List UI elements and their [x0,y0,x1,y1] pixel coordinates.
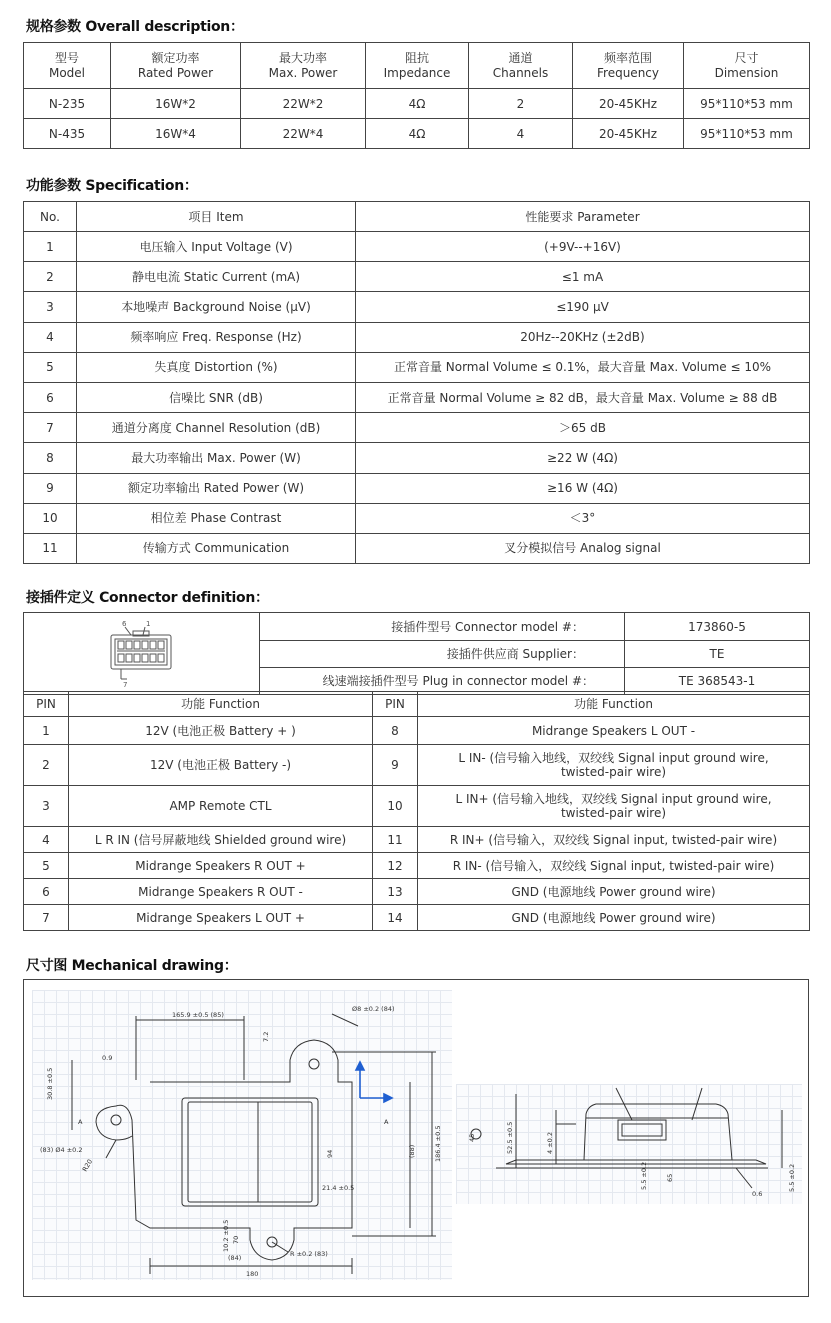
pin-number: 6 [24,879,69,905]
spec-item: 信噪比 SNR (dB) [77,382,356,412]
table-row [24,473,810,503]
overall-cell: 2 [469,89,573,119]
connector-model-value: 173860-5 [625,613,810,641]
spec-item: 传输方式 Communication [77,533,356,563]
top-view-svg [32,990,452,1280]
connector-label-6: 6 [121,620,126,628]
pin-function: GND (电源地线 Power ground wire) [418,879,810,905]
function-header-left: 功能 Function [69,692,373,717]
spec-no: 4 [24,322,77,352]
pin-header-left: PIN [24,692,69,717]
spec-param: ≥22 W (4Ω) [356,443,810,473]
overall-cell: 16W*2 [111,89,241,119]
spec-header-parameter: 性能要求 Parameter [356,202,810,232]
dim-label: 180 [246,1270,259,1278]
overall-cell: 4 [469,119,573,149]
overall-cell: 22W*4 [241,119,366,149]
overall-header-channels: 通道 Channels [469,43,573,89]
pin-function: Midrange Speakers L OUT + [69,905,373,931]
pin-number: 11 [373,827,418,853]
spec-item: 失真度 Distortion (%) [77,352,356,382]
overall-header-impedance: 阻抗 Impedance [366,43,469,89]
spec-section-title: 功能参数 Specification： [26,178,198,194]
spec-no: 10 [24,503,77,533]
connector-section-title: 接插件定义 Connector definition： [26,590,269,606]
spec-no: 3 [24,292,77,322]
spec-item: 本地噪声 Background Noise (μV) [77,292,356,322]
pin-function: R IN- (信号输入，双绞线 Signal input, twisted-pair wire) [418,853,810,879]
spec-param: (+9V--+16V) [356,232,810,262]
pin-number: 1 [24,717,69,745]
dim-label: 30.8 ±0.5 [46,1067,54,1100]
dim-label: Ø8 ±0.2 (84) [352,1005,395,1013]
pin-function: Midrange Speakers R OUT - [69,879,373,905]
overall-cell: 4Ω [366,119,469,149]
overall-header-model: 型号 Model [24,43,111,89]
dim-label: 45 [468,1133,476,1142]
spec-param: ＜3° [356,503,810,533]
table-row [24,443,810,473]
dim-label: 21.4 ±0.5 [322,1184,355,1192]
spec-no: 7 [24,413,77,443]
spec-param: 正常音量 Normal Volume ≥ 82 dB，最大音量 Max. Volume ≥ 88 dB [356,382,810,412]
pin-number: 8 [373,717,418,745]
pin-function: Midrange Speakers L OUT - [418,717,810,745]
overall-cell: 95*110*53 mm [684,119,810,149]
overall-table [23,42,810,149]
pin-number: 12 [373,853,418,879]
pin-number: 13 [373,879,418,905]
pin-function: Midrange Speakers R OUT + [69,853,373,879]
dim-label: 7.2 [262,1031,270,1042]
table-row [24,853,810,879]
pin-table [23,691,810,931]
table-row [24,292,810,322]
pin-function: R IN+ (信号输入，双绞线 Signal input, twisted-pair wire) [418,827,810,853]
spec-item: 静电电流 Static Current (mA) [77,262,356,292]
spec-item: 电压输入 Input Voltage (V) [77,232,356,262]
spec-item: 额定功率输出 Rated Power (W) [77,473,356,503]
connector-model-label: 接插件型号 Connector model #： [260,613,625,641]
pin-number: 2 [24,745,69,786]
pin-number: 14 [373,905,418,931]
dim-label: (88) [408,1144,416,1158]
pin-header-row [24,692,810,717]
dim-label: 65 [666,1173,674,1182]
overall-cell: 16W*4 [111,119,241,149]
table-row [24,413,810,443]
table-row [24,613,810,641]
dim-label: R ±0.2 (83) [290,1250,328,1258]
dim-label: 52.5 ±0.5 [506,1121,514,1154]
spec-no: 6 [24,382,77,412]
pin-number: 9 [373,745,418,786]
overall-cell: N-235 [24,89,111,119]
connector-info-table [23,612,810,695]
overall-cell: 20-45KHz [573,89,684,119]
overall-cell: 22W*2 [241,89,366,119]
connector-label-7: 7 [122,681,127,689]
overall-header-dimension: 尺寸 Dimension [684,43,810,89]
pin-function: 12V (电池正极 Battery -) [69,745,373,786]
spec-no: 8 [24,443,77,473]
dim-label: 94 [326,1149,334,1158]
pin-number: 10 [373,786,418,827]
overall-header-row [24,43,810,89]
plug-model-label: 线速端接插件型号 Plug in connector model #： [260,668,625,695]
table-row [24,879,810,905]
pin-number: 7 [24,905,69,931]
overall-cell: 95*110*53 mm [684,89,810,119]
dim-label: (84) [228,1254,242,1262]
table-row [24,905,810,931]
spec-no: 9 [24,473,77,503]
pin-function: L IN- (信号输入地线，双绞线 Signal input ground wire, twisted-pair wire) [418,745,810,786]
spec-param: 正常音量 Normal Volume ≤ 0.1%，最大音量 Max. Volume ≤ 10% [356,352,810,382]
mechanical-drawing-box [23,979,809,1297]
spec-no: 2 [24,262,77,292]
connector-label-1: 1 [145,620,150,628]
overall-cell: N-435 [24,119,111,149]
pin-number: 4 [24,827,69,853]
table-row [24,745,810,786]
dim-label: R20 [80,1157,95,1173]
spec-param: 叉分模拟信号 Analog signal [356,533,810,563]
connector-supplier-label: 接插件供应商 Supplier： [260,641,625,668]
table-row [24,262,810,292]
spec-param: ≤190 μV [356,292,810,322]
table-row [24,232,810,262]
overall-cell: 20-45KHz [573,119,684,149]
table-row [24,717,810,745]
table-row [24,786,810,827]
table-row [24,119,810,149]
section-mark: A [384,1118,389,1126]
dim-label: 0.6 [752,1190,763,1198]
section-mark: A [78,1118,83,1126]
overall-cell: 4Ω [366,89,469,119]
spec-item: 通道分离度 Channel Resolution (dB) [77,413,356,443]
overall-section-title: 规格参数 Overall description： [26,19,244,35]
spec-item: 最大功率输出 Max. Power (W) [77,443,356,473]
pin-function: AMP Remote CTL [69,786,373,827]
table-row [24,503,810,533]
table-row [24,322,810,352]
spec-header-no: No. [24,202,77,232]
spec-header-row [24,202,810,232]
connector-diagram [25,613,259,691]
pin-function: L IN+ (信号输入地线，双绞线 Signal input ground wire, twisted-pair wire) [418,786,810,827]
dim-label: 165.9 ±0.5 (85) [172,1011,224,1019]
spec-param: ≤1 mA [356,262,810,292]
plug-model-value: TE 368543-1 [625,668,810,695]
connector-diagram-cell [24,613,260,695]
spec-param: ＞65 dB [356,413,810,443]
dim-label: 186.4 ±0.5 [434,1125,442,1162]
table-row [24,533,810,563]
spec-item: 频率响应 Freq. Response (Hz) [77,322,356,352]
mechanical-section-title: 尺寸图 Mechanical drawing： [26,958,238,974]
dim-label: 5.5 ±0.2 [788,1163,796,1192]
overall-header-frequency: 频率范围 Frequency [573,43,684,89]
connector-supplier-value: TE [625,641,810,668]
pin-function: 12V (电池正极 Battery + ) [69,717,373,745]
dim-label: (83) Ø4 ±0.2 [40,1146,83,1154]
dim-label: 0.9 [102,1054,113,1062]
table-row [24,382,810,412]
table-row [24,827,810,853]
dim-label: 5.5 ±0.2 [640,1161,648,1190]
spec-header-item: 项目 Item [77,202,356,232]
spec-param: 20Hz--20KHz (±2dB) [356,322,810,352]
spec-no: 11 [24,533,77,563]
spec-no: 1 [24,232,77,262]
function-header-right: 功能 Function [418,692,810,717]
top-view-drawing [32,990,452,1280]
pin-number: 5 [24,853,69,879]
table-row [24,352,810,382]
dim-label: 10.2 ±0.5 [222,1219,230,1252]
pin-function: L R IN (信号屏蔽地线 Shielded ground wire) [69,827,373,853]
spec-no: 5 [24,352,77,382]
table-row [24,89,810,119]
dim-label: 4 ±0.2 [546,1132,554,1154]
spec-param: ≥16 W (4Ω) [356,473,810,503]
dim-label: 70 [232,1235,240,1244]
pin-header-right: PIN [373,692,418,717]
side-view-drawing [456,1084,802,1204]
overall-header-max-power: 最大功率 Max. Power [241,43,366,89]
pin-number: 3 [24,786,69,827]
pin-function: GND (电源地线 Power ground wire) [418,905,810,931]
spec-item: 相位差 Phase Contrast [77,503,356,533]
overall-header-rated-power: 额定功率 Rated Power [111,43,241,89]
side-view-svg [456,1084,802,1204]
spec-table [23,201,810,564]
